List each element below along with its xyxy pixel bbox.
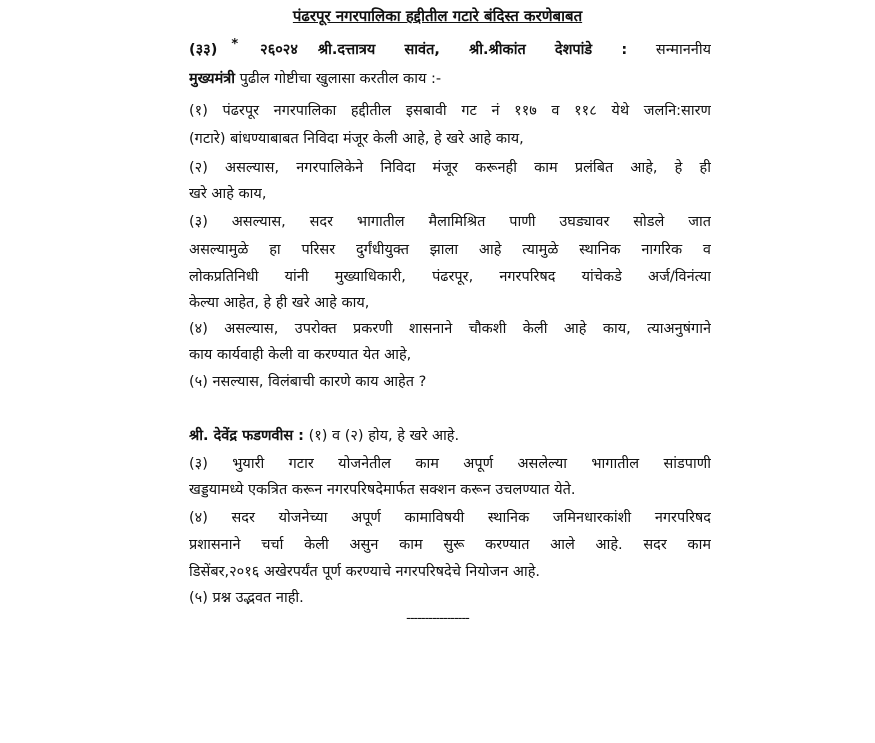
question-header	[189, 37, 711, 63]
question-line: असल्यामुळे हा परिसर दुर्गंधीयुक्त झाला आहे त्यामुळे स्थानिक नागरिक व	[189, 242, 711, 258]
question-id: २६०२४	[260, 42, 298, 58]
question-intro: पुढील गोष्टीचा खुलासा करतील काय :-	[239, 71, 442, 87]
document-title: पंढरपूर नगरपालिका हद्दीतील गटारे बंदिस्त करणेबाबत	[292, 7, 583, 25]
question-line: लोकप्रतिनिधी यांनी मुख्याधिकारी, पंढरपूर, नगरपरिषद यांचेकडे अर्ज/विनंत्या	[189, 269, 711, 285]
question-line: काय कार्यवाही केली वा करण्यात येत आहे,	[189, 347, 412, 363]
question-line: केल्या आहेत, हे ही खरे आहे काय,	[189, 295, 370, 311]
question-members: श्री.दत्तात्रय सावंत, श्री.श्रीकांत देशपांडे :	[317, 42, 628, 58]
question-number: (३३)	[189, 42, 218, 58]
question-addressee: मुख्यमंत्री	[189, 71, 235, 87]
question-line: (१) पंढरपूर नगरपालिका हद्दीतील इसबावी गट नं ११७ व ११८ येथे जलनि:सारण	[189, 103, 711, 119]
question-honorific: सन्माननीय	[655, 42, 711, 58]
answer-line: (३) भुयारी गटार योजनेतील काम अपूर्ण असलेल्या भागातील सांडपाणी	[189, 456, 711, 472]
starred-mark: *	[231, 37, 239, 52]
answer-line: (४) सदर योजनेच्या अपूर्ण कामाविषयी स्थानिक जमिनधारकांशी नगरपरिषद	[189, 510, 711, 526]
question-line: (गटारे) बांधण्याबाबत निविदा मंजूर केली आहे, हे खरे आहे काय,	[189, 131, 524, 147]
question-intro-line	[189, 66, 711, 92]
question-line: खरे आहे काय,	[189, 186, 267, 202]
answer-line: प्रशासनाने चर्चा केली असुन काम सुरू करण्यात आले आहे. सदर काम	[189, 537, 711, 553]
answer-speaker: श्री. देवेंद्र फडणवीस :	[189, 428, 304, 444]
end-divider: -----------------	[406, 611, 469, 626]
answer-header	[189, 423, 711, 449]
question-line: (३) असल्यास, सदर भागातील मैलामिश्रित पाणी उघड्यावर सोडले जात	[189, 214, 711, 230]
answer-line: खड्डयामध्ये एकत्रित करून नगरपरिषदेमार्फत सक्शन करून उचलण्यात येते.	[189, 482, 576, 498]
question-line: (२) असल्यास, नगरपालिकेने निविदा मंजूर करूनही काम प्रलंबित आहे, हे ही	[189, 160, 711, 176]
answer-line: (५) प्रश्न उद्भवत नाही.	[189, 590, 304, 606]
answer-line: डिसेंबर,२०१६ अखेरपर्यंत पूर्ण करण्याचे नगरपरिषदेचे नियोजन आहे.	[189, 564, 541, 580]
question-line: (५) नसल्यास, विलंबाची कारणे काय आहेत ?	[189, 374, 427, 390]
answer-first: (१) व (२) होय, हे खरे आहे.	[308, 428, 460, 444]
question-line: (४) असल्यास, उपरोक्त प्रकरणी शासनाने चौकशी केली आहे काय, त्याअनुषंगाने	[189, 321, 711, 337]
